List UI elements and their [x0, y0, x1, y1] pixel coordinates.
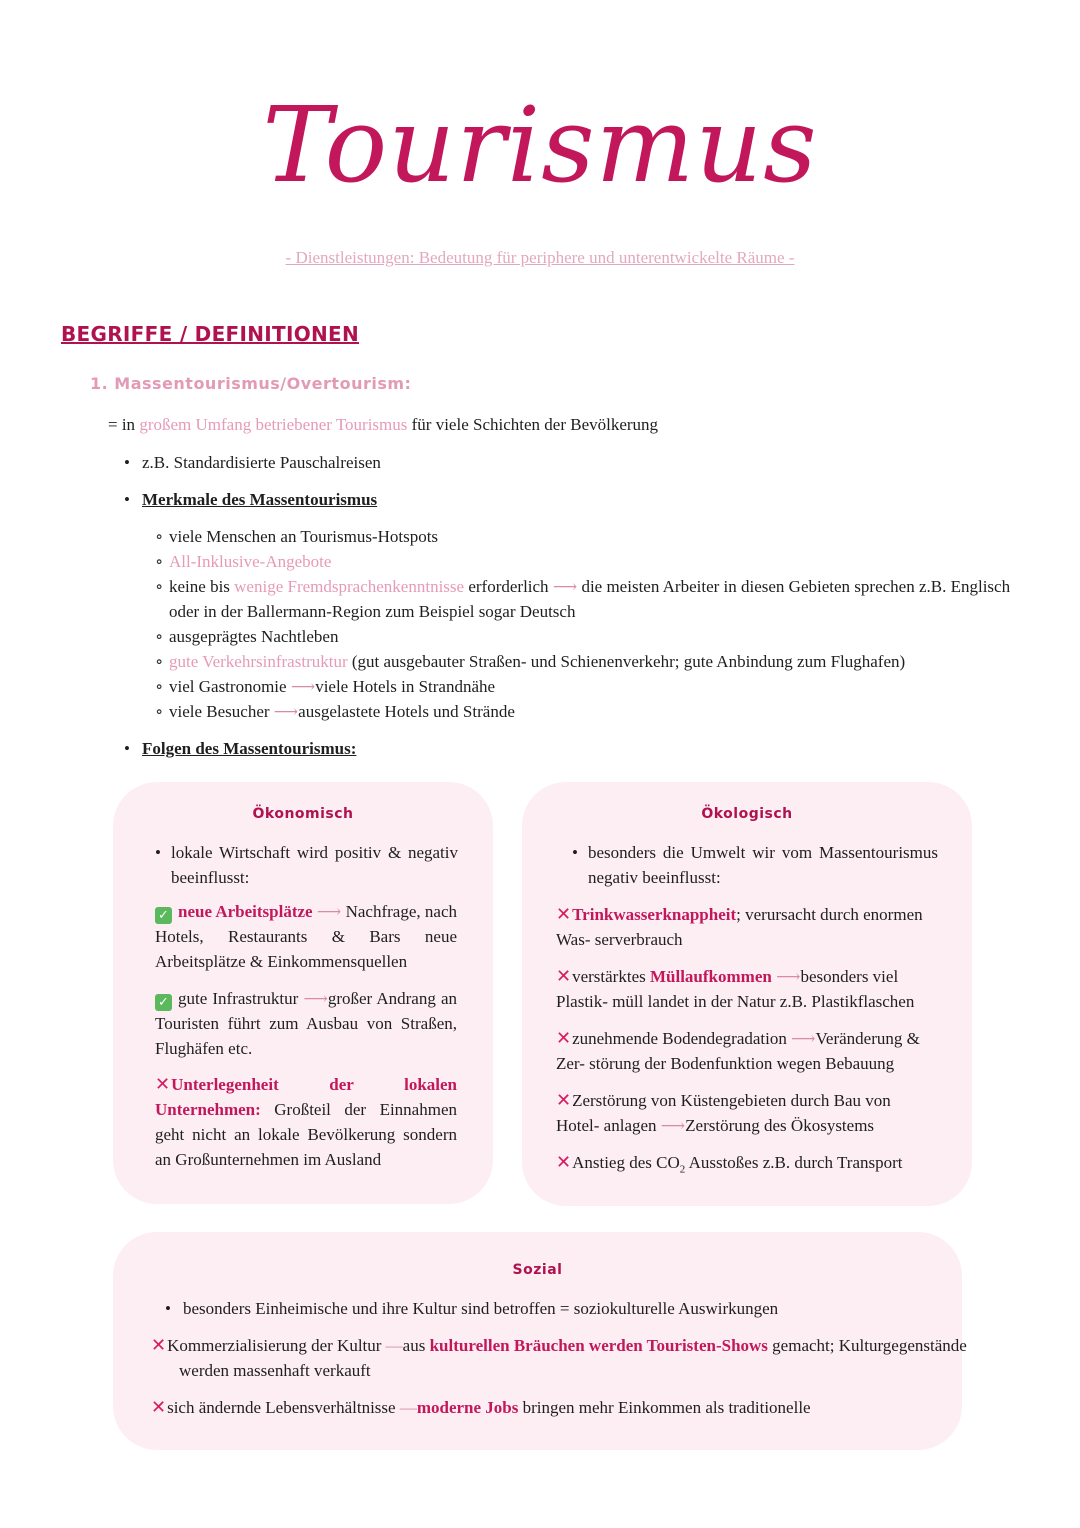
- ecological-box: [522, 782, 972, 1206]
- definition-prefix: = in: [108, 415, 140, 434]
- feature-highlight: wenige Fremdsprachenkenntnisse: [234, 577, 465, 596]
- ecological-point: [556, 1026, 936, 1076]
- economic-box: [113, 782, 493, 1204]
- feature-item: [155, 649, 905, 674]
- feature-text: (gut ausgebauter Straßen- und Schienenverkehr; gute Anbindung zum Flughafen): [347, 652, 906, 671]
- economic-point-label: gute Infrastruktur: [178, 989, 299, 1008]
- social-point-continued: [179, 1358, 371, 1383]
- social-box: [113, 1232, 967, 1450]
- ecological-point-text: Anstieg des CO: [572, 1153, 680, 1172]
- ecological-point: [556, 964, 936, 1014]
- bullet-dot: •: [124, 453, 130, 472]
- ecological-intro-text: besonders die Umwelt wir vom Massentourismus negativ beeinflusst:: [588, 843, 938, 887]
- feature-text: All-Inklusive-Angebote: [169, 552, 332, 571]
- social-intro-text: besonders Einheimische und ihre Kultur sind betroffen = soziokulturelle Auswirkungen: [183, 1299, 779, 1318]
- co2-subscript: 2: [679, 1163, 686, 1176]
- arrow-icon: ⟶: [316, 902, 342, 921]
- circle-bullet: ∘: [155, 702, 164, 721]
- ecological-point: [556, 1088, 936, 1138]
- circle-bullet: ∘: [155, 627, 164, 646]
- feature-item: [155, 674, 495, 699]
- feature-item: [155, 699, 515, 724]
- feature-text: viel Gastronomie: [169, 677, 287, 696]
- feature-text: keine bis: [169, 577, 235, 596]
- consequences-heading-item: [124, 736, 356, 761]
- ecological-point-text: zunehmende Bodendegradation: [572, 1029, 787, 1048]
- consequences-heading: Folgen des Massentourismus:: [142, 739, 357, 758]
- feature-text: ausgelastete Hotels und Strände: [298, 702, 515, 721]
- circle-bullet: ∘: [155, 552, 164, 571]
- social-point-highlight: kulturellen Bräuchen werden Touristen-Shows: [429, 1336, 768, 1355]
- feature-highlight: gute Verkehrsinfrastruktur: [169, 652, 348, 671]
- circle-bullet: ∘: [155, 577, 164, 596]
- feature-text: viele Besucher: [169, 702, 270, 721]
- economic-title: Ökonomisch: [252, 806, 354, 822]
- economic-point-highlight: neue Arbeitsplätze: [178, 902, 313, 921]
- page-subtitle: - Dienstleistungen: Bedeutung für periphere und unterentwickelte Räume -: [285, 248, 795, 267]
- example-item: [124, 450, 381, 475]
- example-text: z.B. Standardisierte Pauschalreisen: [142, 453, 381, 472]
- social-point-text: Kommerzialisierung der Kultur: [167, 1336, 382, 1355]
- arrow-icon: ⟶: [660, 1116, 686, 1135]
- social-point-text: bringen mehr Einkommen als traditionelle: [518, 1398, 811, 1417]
- check-icon: ✓: [155, 907, 172, 924]
- social-point-text: gemacht; Kulturgegenstände: [767, 1336, 967, 1355]
- ecological-point-text: Ausstoßes z.B. durch Transport: [685, 1153, 903, 1172]
- economic-point: [155, 899, 457, 974]
- social-point: [151, 1333, 967, 1358]
- page-title: Tourismus: [262, 84, 818, 206]
- features-heading-item: [124, 487, 377, 512]
- feature-item-continued: [169, 599, 575, 624]
- ecological-point: [556, 1150, 936, 1182]
- feature-text: viele Menschen an Tourismus-Hotspots: [169, 527, 439, 546]
- arrow-icon: ⟶: [273, 702, 299, 721]
- cross-icon: ✕: [556, 1152, 572, 1173]
- features-heading: Merkmale des Massentourismus: [142, 490, 378, 509]
- ecological-point-text: ; verursacht durch enormen Was- serverbrauch: [556, 905, 923, 949]
- ecological-title: Ökologisch: [701, 806, 793, 822]
- ecological-point-text: verstärktes: [572, 967, 650, 986]
- ecological-point-text: Zerstörung des Ökosystems: [685, 1116, 875, 1135]
- social-point-highlight: moderne Jobs: [416, 1398, 519, 1417]
- economic-intro: [155, 840, 458, 890]
- feature-text: ausgeprägtes Nachtleben: [169, 627, 339, 646]
- social-point-text: werden massenhaft verkauft: [179, 1361, 371, 1380]
- section-heading: BEGRIFFE / DEFINITIONEN: [61, 322, 360, 346]
- bullet-dot: •: [124, 739, 130, 758]
- check-icon: ✓: [155, 994, 172, 1011]
- bullet-dot: •: [124, 490, 130, 509]
- arrow-icon: ⟶: [303, 989, 328, 1008]
- bullet-dot: •: [165, 1299, 171, 1318]
- economic-intro-text: lokale Wirtschaft wird positiv & negativ beeinflusst:: [171, 843, 458, 887]
- arrow-icon: ⟶: [552, 577, 578, 596]
- definition-highlight: großem Umfang betriebener Tourismus: [139, 415, 408, 434]
- cross-icon: ✕: [556, 966, 572, 987]
- arrow-icon: —: [399, 1398, 417, 1417]
- cross-icon: ✕: [556, 1028, 572, 1049]
- feature-text: viele Hotels in Strandnähe: [315, 677, 496, 696]
- ecological-point-text: Veränderung & Zer- störung der Bodenfunktion wegen Bebauung: [556, 1029, 920, 1073]
- social-point-text: aus: [402, 1336, 430, 1355]
- economic-point-highlight: Unterlegenheit der lokalen Unternehmen:: [155, 1075, 457, 1119]
- economic-point-text: Nachfrage, nach Hotels, Restaurants & Bars neue Arbeitsplätze & Einkommensquellen: [155, 902, 457, 971]
- feature-item: [155, 624, 338, 649]
- cross-icon: ✕: [151, 1397, 167, 1418]
- bullet-dot: •: [572, 843, 578, 862]
- feature-item: [155, 549, 331, 574]
- economic-point-text: Großteil der Einnahmen geht nicht an lokale Bevölkerung sondern an Großunternehmen im Ausland: [155, 1100, 457, 1169]
- definition-line: [108, 412, 658, 437]
- cross-icon: ✕: [151, 1335, 167, 1356]
- circle-bullet: ∘: [155, 527, 164, 546]
- arrow-icon: —: [385, 1336, 403, 1355]
- ecological-point-text: Zerstörung von Küstengebieten durch Bau von Hotel- anlagen: [556, 1091, 891, 1135]
- cross-icon: ✕: [155, 1074, 171, 1095]
- feature-item: [155, 574, 1010, 599]
- social-intro: [165, 1296, 778, 1321]
- circle-bullet: ∘: [155, 677, 164, 696]
- feature-text: oder in der Ballermann-Region zum Beispiel sogar Deutsch: [169, 602, 576, 621]
- social-title: Sozial: [512, 1262, 563, 1278]
- economic-point-text: großer Andrang an Touristen führt zum Ausbau von Straßen, Flughäfen etc.: [155, 989, 458, 1058]
- ecological-point-highlight: Trinkwasserknappheit: [572, 905, 737, 924]
- arrow-icon: ⟶: [791, 1029, 816, 1048]
- ecological-intro: [572, 840, 938, 890]
- ecological-point: [556, 902, 936, 952]
- feature-item: [155, 524, 438, 549]
- definition-suffix: für viele Schichten der Bevölkerung: [407, 415, 659, 434]
- social-point: [151, 1395, 811, 1420]
- bullet-dot: •: [155, 843, 161, 862]
- social-point-text: sich ändernde Lebensverhältnisse: [167, 1398, 396, 1417]
- cross-icon: ✕: [556, 1090, 572, 1111]
- feature-text: erforderlich: [464, 577, 549, 596]
- economic-point: [155, 1072, 457, 1172]
- arrow-icon: ⟶: [776, 967, 801, 986]
- term-heading: 1. Massentourismus/Overtourism:: [90, 374, 412, 393]
- cross-icon: ✕: [556, 904, 572, 925]
- feature-text: die meisten Arbeiter in diesen Gebieten sprechen z.B. Englisch: [581, 577, 1011, 596]
- ecological-point-highlight: Müllaufkommen: [649, 967, 772, 986]
- ecological-point-text: besonders viel Plastik- müll landet in der Natur z.B. Plastikflaschen: [556, 967, 915, 1011]
- arrow-icon: ⟶: [290, 677, 316, 696]
- economic-point: [155, 986, 457, 1061]
- circle-bullet: ∘: [155, 652, 164, 671]
